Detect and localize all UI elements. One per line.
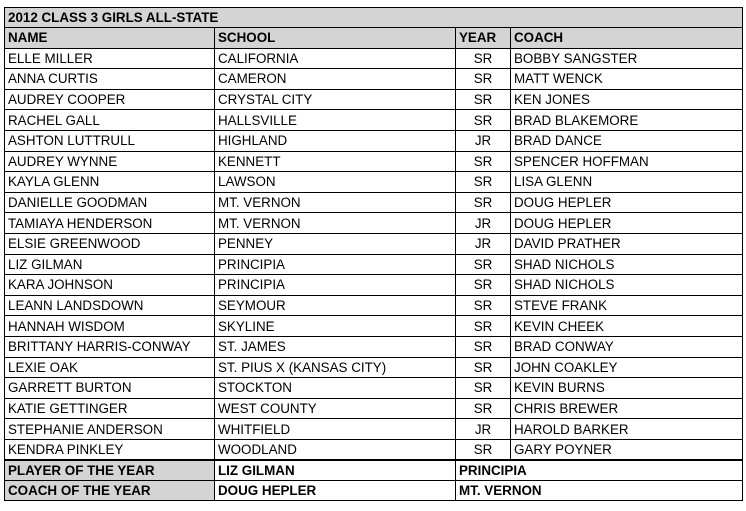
all-state-table xyxy=(4,7,743,501)
award-label: PLAYER OF THE YEAR xyxy=(5,460,215,481)
table-title: 2012 CLASS 3 GIRLS ALL-STATE xyxy=(5,8,743,28)
award-school: PRINCIPIA xyxy=(456,460,743,481)
year-cell: SR xyxy=(456,275,511,296)
player-name-cell: ELSIE GREENWOOD xyxy=(5,233,215,254)
player-name-cell: ASHTON LUTTRULL xyxy=(5,130,215,151)
column-header-school: SCHOOL xyxy=(215,28,456,49)
player-name-cell: KATIE GETTINGER xyxy=(5,398,215,419)
school-cell: SKYLINE xyxy=(215,316,456,337)
coach-cell: BRAD CONWAY xyxy=(511,336,743,357)
school-cell: STOCKTON xyxy=(215,378,456,399)
coach-cell: SHAD NICHOLS xyxy=(511,254,743,275)
table-row xyxy=(5,254,743,275)
player-name-cell: ELLE MILLER xyxy=(5,48,215,69)
award-row xyxy=(5,460,743,481)
year-cell: SR xyxy=(456,439,511,460)
school-cell: WHITFIELD xyxy=(215,419,456,440)
player-name-cell: LEANN LANDSDOWN xyxy=(5,295,215,316)
school-cell: LAWSON xyxy=(215,172,456,193)
table-row xyxy=(5,89,743,110)
table-row xyxy=(5,295,743,316)
year-cell: SR xyxy=(456,151,511,172)
year-cell: SR xyxy=(456,295,511,316)
player-name-cell: LEXIE OAK xyxy=(5,357,215,378)
column-header-year: YEAR xyxy=(456,28,511,49)
award-winner: LIZ GILMAN xyxy=(215,460,456,481)
table-row xyxy=(5,69,743,90)
school-cell: CALIFORNIA xyxy=(215,48,456,69)
coach-cell: KEVIN CHEEK xyxy=(511,316,743,337)
title-row xyxy=(5,8,743,28)
player-name-cell: ANNA CURTIS xyxy=(5,69,215,90)
header-row xyxy=(5,28,743,49)
award-winner: DOUG HEPLER xyxy=(215,481,456,501)
coach-cell: CHRIS BREWER xyxy=(511,398,743,419)
school-cell: ST. PIUS X (KANSAS CITY) xyxy=(215,357,456,378)
coach-cell: DOUG HEPLER xyxy=(511,213,743,234)
coach-cell: KEVIN BURNS xyxy=(511,378,743,399)
table-row xyxy=(5,378,743,399)
table-row xyxy=(5,419,743,440)
year-cell: SR xyxy=(456,69,511,90)
coach-cell: KEN JONES xyxy=(511,89,743,110)
table-row xyxy=(5,151,743,172)
coach-cell: LISA GLENN xyxy=(511,172,743,193)
school-cell: HALLSVILLE xyxy=(215,110,456,131)
school-cell: CRYSTAL CITY xyxy=(215,89,456,110)
year-cell: SR xyxy=(456,336,511,357)
coach-cell: STEVE FRANK xyxy=(511,295,743,316)
award-school: MT. VERNON xyxy=(456,481,743,501)
table-row xyxy=(5,357,743,378)
school-cell: PRINCIPIA xyxy=(215,254,456,275)
table-row xyxy=(5,172,743,193)
player-name-cell: KENDRA PINKLEY xyxy=(5,439,215,460)
player-name-cell: KAYLA GLENN xyxy=(5,172,215,193)
coach-cell: JOHN COAKLEY xyxy=(511,357,743,378)
player-name-cell: DANIELLE GOODMAN xyxy=(5,192,215,213)
table-row xyxy=(5,439,743,460)
year-cell: SR xyxy=(456,357,511,378)
year-cell: SR xyxy=(456,192,511,213)
coach-cell: BRAD BLAKEMORE xyxy=(511,110,743,131)
coach-cell: MATT WENCK xyxy=(511,69,743,90)
school-cell: KENNETT xyxy=(215,151,456,172)
year-cell: JR xyxy=(456,419,511,440)
year-cell: SR xyxy=(456,48,511,69)
table-row xyxy=(5,213,743,234)
column-header-name: NAME xyxy=(5,28,215,49)
table-row xyxy=(5,233,743,254)
school-cell: PENNEY xyxy=(215,233,456,254)
table-row xyxy=(5,192,743,213)
coach-cell: BOBBY SANGSTER xyxy=(511,48,743,69)
table-body xyxy=(5,8,743,501)
column-header-coach: COACH xyxy=(511,28,743,49)
player-name-cell: AUDREY COOPER xyxy=(5,89,215,110)
year-cell: SR xyxy=(456,110,511,131)
year-cell: JR xyxy=(456,213,511,234)
school-cell: CAMERON xyxy=(215,69,456,90)
player-name-cell: HANNAH WISDOM xyxy=(5,316,215,337)
year-cell: SR xyxy=(456,89,511,110)
player-name-cell: AUDREY WYNNE xyxy=(5,151,215,172)
school-cell: PRINCIPIA xyxy=(215,275,456,296)
year-cell: SR xyxy=(456,254,511,275)
year-cell: JR xyxy=(456,233,511,254)
school-cell: MT. VERNON xyxy=(215,213,456,234)
table-row xyxy=(5,398,743,419)
coach-cell: GARY POYNER xyxy=(511,439,743,460)
year-cell: SR xyxy=(456,172,511,193)
award-label: COACH OF THE YEAR xyxy=(5,481,215,501)
year-cell: SR xyxy=(456,378,511,399)
year-cell: JR xyxy=(456,130,511,151)
player-name-cell: KARA JOHNSON xyxy=(5,275,215,296)
coach-cell: DOUG HEPLER xyxy=(511,192,743,213)
year-cell: SR xyxy=(456,316,511,337)
year-cell: SR xyxy=(456,398,511,419)
table-row xyxy=(5,130,743,151)
table-row xyxy=(5,316,743,337)
table-row xyxy=(5,48,743,69)
table-row xyxy=(5,336,743,357)
coach-cell: SHAD NICHOLS xyxy=(511,275,743,296)
school-cell: MT. VERNON xyxy=(215,192,456,213)
school-cell: WEST COUNTY xyxy=(215,398,456,419)
school-cell: HIGHLAND xyxy=(215,130,456,151)
award-row xyxy=(5,481,743,501)
player-name-cell: LIZ GILMAN xyxy=(5,254,215,275)
table-row xyxy=(5,275,743,296)
school-cell: WOODLAND xyxy=(215,439,456,460)
coach-cell: DAVID PRATHER xyxy=(511,233,743,254)
coach-cell: HAROLD BARKER xyxy=(511,419,743,440)
player-name-cell: BRITTANY HARRIS-CONWAY xyxy=(5,336,215,357)
coach-cell: BRAD DANCE xyxy=(511,130,743,151)
player-name-cell: STEPHANIE ANDERSON xyxy=(5,419,215,440)
table-row xyxy=(5,110,743,131)
coach-cell: SPENCER HOFFMAN xyxy=(511,151,743,172)
school-cell: SEYMOUR xyxy=(215,295,456,316)
school-cell: ST. JAMES xyxy=(215,336,456,357)
player-name-cell: GARRETT BURTON xyxy=(5,378,215,399)
player-name-cell: TAMIAYA HENDERSON xyxy=(5,213,215,234)
player-name-cell: RACHEL GALL xyxy=(5,110,215,131)
